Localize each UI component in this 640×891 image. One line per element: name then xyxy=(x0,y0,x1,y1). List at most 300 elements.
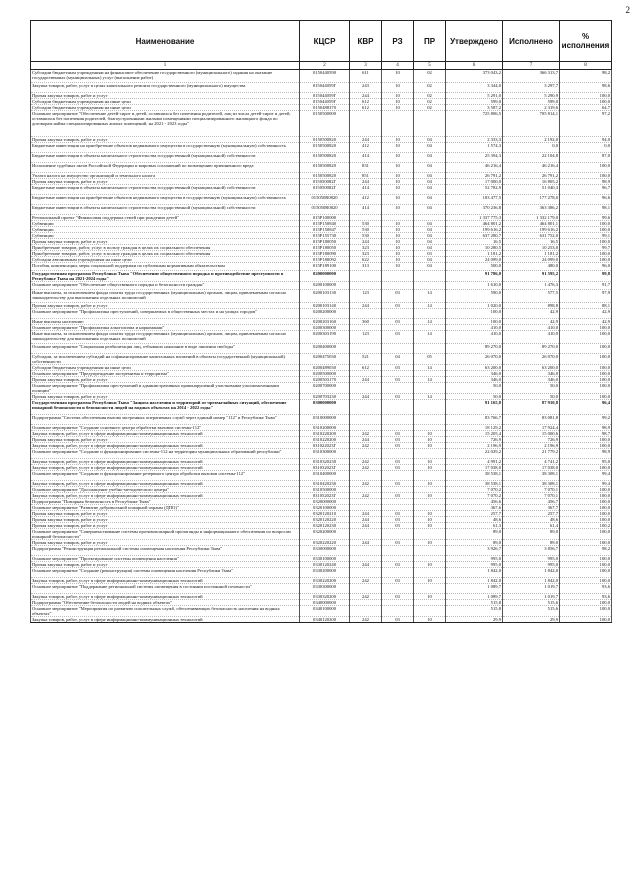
cell-kcsr: 031032023Г xyxy=(300,465,350,471)
cell-approved: 1 020,0 xyxy=(446,303,503,309)
cell-kcsr: 0320200000 xyxy=(300,529,350,540)
page-number: 2 xyxy=(625,5,630,15)
cell-percent: 100,0 xyxy=(560,465,612,471)
cell-executed: 464 801,1 xyxy=(503,221,560,227)
cell-rz: 03 xyxy=(382,319,414,325)
column-index-row xyxy=(31,62,612,70)
cell-percent: 100,0 xyxy=(560,371,612,377)
header-approved: Утверждено xyxy=(446,21,503,62)
cell-rz: 03 xyxy=(382,331,414,344)
table-row xyxy=(31,111,612,137)
cell-approved: 46 216,4 xyxy=(446,163,503,173)
header-pr: ПР xyxy=(414,21,446,62)
cell-pr: 04 xyxy=(414,257,446,263)
cell-name: Бюджетные инвестиции в объекты капитального строительства государственной (муниципальной) собственности xyxy=(31,185,300,195)
cell-percent: 100,0 xyxy=(560,540,612,546)
cell-percent: 100,0 xyxy=(560,493,612,499)
cell-name: Бюджетные инвестиции в объекты капитального строительства государственной (муниципальной) собственности xyxy=(31,153,300,163)
cell-approved: 183 477,5 xyxy=(446,195,503,205)
cell-percent: 0,0 xyxy=(560,143,612,153)
cell-kvr: 242 xyxy=(350,459,382,465)
table-row xyxy=(31,331,612,344)
cell-name: Бюджетные инвестиции на приобретение объектов недвижимого имущества в государственную (муниципальную) собственность xyxy=(31,143,300,153)
cell-name: Основное мероприятие "Мероприятия по развитию спасательных служб, обеспечивающих безопасность населения на водных объектах" xyxy=(31,606,300,617)
cell-approved: 995,0 xyxy=(446,556,503,562)
cell-kcsr: 0200400000 xyxy=(300,344,350,354)
cell-approved: 464 801,2 xyxy=(446,221,503,227)
cell-pr: 04 xyxy=(414,221,446,227)
cell-kcsr: 015P180092 xyxy=(300,257,350,263)
cell-percent: 100,0 xyxy=(560,383,612,394)
cell-percent: 100,0 xyxy=(560,437,612,443)
cell-pr: 02 xyxy=(414,70,446,83)
cell-approved: 5 291,0 xyxy=(446,93,503,99)
cell-kcsr: 0310300000 xyxy=(300,449,350,459)
cell-percent: 100,0 xyxy=(560,344,612,354)
cell-percent: 100,0 xyxy=(560,578,612,584)
cell-executed: 410,0 xyxy=(503,325,560,331)
cell-approved: 995,0 xyxy=(446,562,503,568)
cell-kcsr: 0320100000 xyxy=(300,505,350,511)
cell-pr: 10 xyxy=(414,465,446,471)
cell-approved: 726,9 xyxy=(446,437,503,443)
cell-kcsr: 015P155730 xyxy=(300,233,350,239)
cell-name: Прочая закупка товаров, работ и услуг xyxy=(31,511,300,517)
cell-approved: 48,6 xyxy=(446,517,503,523)
cell-name: Основное мероприятие "Поддержание региональной системы оповещения в состоянии постоянной готовности" xyxy=(31,584,300,594)
cell-rz: 03 xyxy=(382,365,414,371)
cell-percent: 91,7 xyxy=(560,282,612,290)
cell-kvr: 242 xyxy=(350,578,382,584)
cell-name: Прочая закупка товаров, работ и услуг xyxy=(31,93,300,99)
cell-name: Иные выплаты населению xyxy=(31,319,300,325)
cell-executed: 346,0 xyxy=(503,371,560,377)
cell-pr xyxy=(414,568,446,578)
budget-execution-table xyxy=(30,20,612,623)
cell-kvr xyxy=(350,415,382,425)
cell-kcsr: 0330220200 xyxy=(300,578,350,584)
cell-percent: 97,2 xyxy=(560,111,612,137)
cell-name: Прочая закупка товаров, работ и услуг xyxy=(31,179,300,185)
cell-executed: 63 200,0 xyxy=(503,365,560,371)
cell-name: Прочая закупка товаров, работ и услуг xyxy=(31,523,300,529)
cell-kcsr: 0150500000 xyxy=(300,111,350,137)
cell-kvr: 242 xyxy=(350,617,382,623)
cell-kvr: 242 xyxy=(350,493,382,499)
cell-executed: 1 476,3 xyxy=(503,282,560,290)
cell-kcsr: 015P150840 xyxy=(300,221,350,227)
cell-percent: 99,4 xyxy=(560,471,612,481)
cell-percent: 100,0 xyxy=(560,529,612,540)
cell-rz: 03 xyxy=(382,303,414,309)
cell-approved: 61,3 xyxy=(446,523,503,529)
cell-kvr: 851 xyxy=(350,173,382,179)
cell-rz xyxy=(382,282,414,290)
cell-approved: 410,0 xyxy=(446,331,503,344)
cell-kcsr: 0320120220 xyxy=(300,517,350,523)
cell-kvr: 611 xyxy=(350,70,382,83)
cell-rz: 10 xyxy=(382,153,414,163)
cell-kvr xyxy=(350,584,382,594)
cell-kcsr: 0330000000 xyxy=(300,546,350,556)
cell-executed: 2 319,6 xyxy=(503,105,560,111)
cell-executed: 995,0 xyxy=(503,556,560,562)
table-row xyxy=(31,546,612,556)
cell-kcsr: 0200000000 xyxy=(300,271,350,282)
cell-name: Основное мероприятие "Создание и функционирование резервного центра обработки вызовов системы-112" xyxy=(31,471,300,481)
cell-rz: 03 xyxy=(382,394,414,400)
cell-approved: 1 181,2 xyxy=(446,251,503,257)
cell-approved: 725 806,5 xyxy=(446,111,503,137)
cell-pr xyxy=(414,546,446,556)
cell-name: Закупка товаров, работ, услуг в сфере информационно-коммуникационных технологий xyxy=(31,481,300,487)
cell-executed: 16,5 xyxy=(503,239,560,245)
cell-kvr: 123 xyxy=(350,331,382,344)
cell-pr: 03 xyxy=(414,251,446,257)
cell-kvr: 244 xyxy=(350,303,382,309)
cell-name: Основное мероприятие "Дооснащение учебно-методического центра" xyxy=(31,487,300,493)
cell-percent: 100,0 xyxy=(560,487,612,493)
cell-rz xyxy=(382,449,414,459)
table-row xyxy=(31,606,612,617)
cell-kvr: 242 xyxy=(350,443,382,449)
cell-kvr: 530 xyxy=(350,233,382,239)
cell-executed: 577,5 xyxy=(503,290,560,303)
table-row xyxy=(31,529,612,540)
cell-pr: 10 xyxy=(414,562,446,568)
table-row xyxy=(31,383,612,394)
cell-kvr: 242 xyxy=(350,465,382,471)
cell-pr: 14 xyxy=(414,319,446,325)
cell-pr: 14 xyxy=(414,394,446,400)
cell-approved: 26 791,2 xyxy=(446,173,503,179)
cell-pr: 02 xyxy=(414,83,446,93)
cell-percent: 98,9 xyxy=(560,449,612,459)
cell-kvr: 521 xyxy=(350,354,382,365)
cell-kcsr: 015050R0820 xyxy=(300,205,350,215)
cell-executed: 48,6 xyxy=(503,517,560,523)
cell-kvr: 622 xyxy=(350,257,382,263)
header-kvr: КВР xyxy=(350,21,382,62)
cell-executed: 21 779,2 xyxy=(503,449,560,459)
cell-kcsr: 031052023Г xyxy=(300,493,350,499)
cell-percent: 96,6 xyxy=(560,195,612,205)
cell-kvr: 414 xyxy=(350,153,382,163)
cell-kcsr: 015044059Г xyxy=(300,93,350,99)
cell-percent: 100,0 xyxy=(560,257,612,263)
cell-executed: 89,0 xyxy=(503,529,560,540)
cell-pr: 10 xyxy=(414,437,446,443)
cell-name: Подпрограмма "Обеспечение безопасности людей на водных объектах" xyxy=(31,600,300,606)
cell-name: Бюджетные инвестиции в объекты капитального строительства государственной (муниципальной) собственности xyxy=(31,205,300,215)
cell-pr xyxy=(414,449,446,459)
column-index: 1 xyxy=(31,62,300,70)
cell-kvr: 244 xyxy=(350,437,382,443)
cell-name: Закупка товаров, работ, услуг в сфере информационно-коммуникационных технологий xyxy=(31,594,300,600)
cell-approved: 3 926,7 xyxy=(446,546,503,556)
cell-kvr xyxy=(350,282,382,290)
cell-executed: 515,6 xyxy=(503,600,560,606)
cell-pr: 14 xyxy=(414,290,446,303)
cell-rz: 10 xyxy=(382,143,414,153)
cell-kvr: 244 xyxy=(350,562,382,568)
cell-approved: 22 029,2 xyxy=(446,449,503,459)
cell-pr xyxy=(414,415,446,425)
cell-kvr: 530 xyxy=(350,227,382,233)
cell-executed: 87 910,8 xyxy=(503,400,560,415)
cell-percent: 100,0 xyxy=(560,331,612,344)
cell-approved: 50,0 xyxy=(446,394,503,400)
cell-kcsr: 0310220200 xyxy=(300,431,350,437)
cell-kvr xyxy=(350,400,382,415)
cell-pr: 05 xyxy=(414,354,446,365)
cell-percent: 99,2 xyxy=(560,415,612,425)
cell-pr xyxy=(414,282,446,290)
cell-name: Основное мероприятие "Обеспечение общественного порядка и безопасности граждан" xyxy=(31,282,300,290)
cell-approved: 1 842,0 xyxy=(446,568,503,578)
cell-name: Основное мероприятие "Создание и функционирование системы-112 на территории муниципальных образований республики" xyxy=(31,449,300,459)
cell-name: Субвенции xyxy=(31,221,300,227)
cell-approved: 38 538,1 xyxy=(446,471,503,481)
cell-kcsr: 0320000000 xyxy=(300,499,350,505)
cell-pr xyxy=(414,529,446,540)
cell-approved: 410,0 xyxy=(446,325,503,331)
cell-approved: 2 196,9 xyxy=(446,443,503,449)
cell-percent: 96,4 xyxy=(560,400,612,415)
cell-kcsr: 0150440590 xyxy=(300,70,350,83)
cell-percent: 100,0 xyxy=(560,517,612,523)
cell-rz: 10 xyxy=(382,137,414,143)
cell-kcsr: 0310400000 xyxy=(300,471,350,481)
cell-kcsr: 0330120240 xyxy=(300,562,350,568)
cell-kcsr: 0310500000 xyxy=(300,487,350,493)
cell-approved: 89,0 xyxy=(446,529,503,540)
cell-kvr: 323 xyxy=(350,251,382,257)
table-row xyxy=(31,568,612,578)
cell-rz: 10 xyxy=(382,173,414,179)
table-row xyxy=(31,309,612,319)
cell-percent: 100,0 xyxy=(560,568,612,578)
cell-kcsr: 015P189100 xyxy=(300,263,350,271)
cell-percent: 100,0 xyxy=(560,239,612,245)
cell-percent: 100,0 xyxy=(560,443,612,449)
cell-executed: 26 791,2 xyxy=(503,173,560,179)
cell-kvr: 612 xyxy=(350,365,382,371)
cell-approved: 50,0 xyxy=(446,383,503,394)
cell-pr xyxy=(414,344,446,354)
cell-name: Основное мероприятие "Обеспечение детей-сирот и детей, оставшихся без попечения родителей, лиц из числа детей-сирот и детей, оставшихся без попечения родителей, благоустроенными жилыми помещениями специализированного жилищного фонда по договорам найма специализированных жилых помещений, на 2021 - 2023 годы" xyxy=(31,111,300,137)
cell-approved: 370 236,8 xyxy=(446,205,503,215)
cell-pr: 10 xyxy=(414,431,446,437)
cell-approved: 91 165,8 xyxy=(446,400,503,415)
cell-pr: 10 xyxy=(414,523,446,529)
cell-rz: 03 xyxy=(382,481,414,487)
cell-kvr xyxy=(350,271,382,282)
cell-kcsr: 0150500820 xyxy=(300,137,350,143)
cell-executed: 16 805,2 xyxy=(503,179,560,185)
column-index: 8 xyxy=(560,62,612,70)
cell-name: Закупка товаров, работ, услуг в сфере информационно-коммуникационных технологий xyxy=(31,578,300,584)
cell-kvr: 530 xyxy=(350,221,382,227)
cell-executed: 1 842,0 xyxy=(503,568,560,578)
cell-approved: 4 991,2 xyxy=(446,459,503,465)
cell-kvr: 244 xyxy=(350,540,382,546)
cell-executed: 42,9 xyxy=(503,319,560,325)
cell-kcsr: 0330100000 xyxy=(300,556,350,562)
cell-rz: 03 xyxy=(382,377,414,383)
cell-kvr xyxy=(350,606,382,617)
cell-name: Закупка товаров, работ, услуг в сфере информационно-коммуникационных технологий xyxy=(31,459,300,465)
cell-name: Прочая закупка товаров, работ и услуг xyxy=(31,394,300,400)
cell-kcsr: 0330300000 xyxy=(300,584,350,594)
table-header xyxy=(31,21,612,70)
cell-executed: 50,0 xyxy=(503,383,560,394)
cell-approved: 599,0 xyxy=(446,99,503,105)
cell-approved: 17 000,0 xyxy=(446,179,503,185)
cell-pr: 04 xyxy=(414,137,446,143)
cell-pr: 14 xyxy=(414,377,446,383)
cell-approved: 1 842,0 xyxy=(446,578,503,584)
cell-approved: 515,8 xyxy=(446,600,503,606)
cell-kcsr: 0310220200 xyxy=(300,437,350,443)
cell-kvr xyxy=(350,383,382,394)
cell-rz xyxy=(382,529,414,540)
cell-name: Приобретение товаров, работ, услуг в пользу граждан в целях их социального обеспечения xyxy=(31,245,300,251)
cell-name: Субсидии бюджетным учреждениям на финансовое обеспечение государственного (муниципального) задания на оказание государственных (муниципальных) услуг (выполнение работ) xyxy=(31,70,300,83)
cell-kcsr: 0320120230 xyxy=(300,523,350,529)
cell-percent: 100,0 xyxy=(560,99,612,105)
cell-pr: 04 xyxy=(414,195,446,205)
cell-kvr: 412 xyxy=(350,143,382,153)
table-row xyxy=(31,263,612,271)
table-body xyxy=(31,70,612,623)
table-row xyxy=(31,195,612,205)
cell-executed: 515,6 xyxy=(503,606,560,617)
column-index: 4 xyxy=(382,62,414,70)
cell-rz: 03 xyxy=(382,465,414,471)
cell-kcsr: 0310000000 xyxy=(300,415,350,425)
cell-percent: 99,6 xyxy=(560,215,612,221)
cell-percent: 42,9 xyxy=(560,309,612,319)
cell-executed: 1 332 179,0 xyxy=(503,215,560,221)
cell-percent: 87,0 xyxy=(560,153,612,163)
cell-rz: 10 xyxy=(382,179,414,185)
cell-executed: 366 313,7 xyxy=(503,70,560,83)
cell-percent: 93,6 xyxy=(560,594,612,600)
cell-name: Государственная программа Республики Тыва "Защита населения и территорий от чрезвычайных ситуаций, обеспечение пожарной безопасности и безопасности людей на водных объектах на 2014 - 2022 годы" xyxy=(31,400,300,415)
cell-pr xyxy=(414,111,446,137)
cell-executed: 2 192,0 xyxy=(503,137,560,143)
cell-executed: 199 616,2 xyxy=(503,227,560,233)
cell-name: Субвенции xyxy=(31,233,300,239)
cell-percent: 100,0 xyxy=(560,606,612,617)
cell-rz: 10 xyxy=(382,195,414,205)
cell-name: Исполнение судебных актов Российской Федерации и мировых соглашений по возмещению причиненного вреда xyxy=(31,163,300,173)
cell-executed: 367,7 xyxy=(503,505,560,511)
table-row xyxy=(31,400,612,415)
cell-percent: 99,7 xyxy=(560,245,612,251)
cell-rz xyxy=(382,415,414,425)
cell-kcsr: 015P180050 xyxy=(300,245,350,251)
cell-approved: 456,6 xyxy=(446,499,503,505)
cell-name: Подпрограмма "Система обеспечения вызова экстренных оперативных служб через единый номер "112" в Республике Тыва" xyxy=(31,415,300,425)
cell-kcsr: 031022023Г xyxy=(300,443,350,449)
cell-percent: 98,1 xyxy=(560,205,612,215)
cell-rz: 03 xyxy=(382,493,414,499)
cell-executed: 51 040,3 xyxy=(503,185,560,195)
cell-name: Закупка товаров, работ, услуг в целях капитального ремонта государственного (муниципального) имущества xyxy=(31,83,300,93)
cell-kcsr: 0340100000 xyxy=(300,606,350,617)
cell-pr: 10 xyxy=(414,511,446,517)
cell-pr xyxy=(414,271,446,282)
cell-percent: 100,0 xyxy=(560,227,612,233)
cell-kcsr: 0200100000 xyxy=(300,282,350,290)
cell-percent: 97,9 xyxy=(560,290,612,303)
cell-rz: 10 xyxy=(382,93,414,99)
cell-rz: 03 xyxy=(382,459,414,465)
cell-approved: 3 587,2 xyxy=(446,105,503,111)
cell-executed: 705 814,1 xyxy=(503,111,560,137)
cell-percent: 100,0 xyxy=(560,251,612,257)
table-row xyxy=(31,617,612,623)
cell-executed: 26 070,0 xyxy=(503,354,560,365)
cell-executed: 22 104,8 xyxy=(503,153,560,163)
table-row xyxy=(31,163,612,173)
cell-approved: 3 344,0 xyxy=(446,83,503,93)
column-index: 7 xyxy=(503,62,560,70)
cell-percent: 42,9 xyxy=(560,319,612,325)
cell-executed: 995,0 xyxy=(503,562,560,568)
cell-kcsr: 015P180050 xyxy=(300,239,350,245)
cell-kcsr: 0150500820 xyxy=(300,163,350,173)
cell-executed: 24 099,0 xyxy=(503,257,560,263)
cell-approved: 257,7 xyxy=(446,511,503,517)
cell-name: Приобретение товаров, работ, услуг в пользу граждан в целях их социального обеспечения xyxy=(31,251,300,257)
cell-executed: 38 308,1 xyxy=(503,481,560,487)
cell-rz xyxy=(382,546,414,556)
cell-percent: 100,2 xyxy=(560,523,612,529)
cell-pr: 04 xyxy=(414,163,446,173)
cell-approved: 10 280,5 xyxy=(446,245,503,251)
cell-percent: 95,0 xyxy=(560,459,612,465)
cell-rz: 10 xyxy=(382,163,414,173)
column-index: 6 xyxy=(446,62,503,70)
cell-approved: 199 616,2 xyxy=(446,227,503,233)
cell-pr: 04 xyxy=(414,239,446,245)
cell-rz: 10 xyxy=(382,83,414,93)
cell-approved: 1 610,0 xyxy=(446,282,503,290)
cell-executed: 480,0 xyxy=(503,263,560,271)
cell-executed: 38 308,1 xyxy=(503,471,560,481)
cell-name: Основное мероприятие "Предупреждение экстремизма и терроризма" xyxy=(31,371,300,377)
cell-rz: 03 xyxy=(382,511,414,517)
cell-approved: 26 070,0 xyxy=(446,354,503,365)
cell-approved: 15 205,4 xyxy=(446,431,503,437)
cell-percent: 100,0 xyxy=(560,325,612,331)
cell-kvr: 244 xyxy=(350,93,382,99)
cell-pr: 10 xyxy=(414,594,446,600)
cell-name: Подпрограмма "Реконструкция региональной системы оповещения населения Республики Тыва" xyxy=(31,546,300,556)
cell-rz xyxy=(382,400,414,415)
cell-kvr: 244 xyxy=(350,137,382,143)
cell-name: Бюджетные инвестиции на приобретение объектов недвижимого имущества в государственную (муниципальную) собственность xyxy=(31,195,300,205)
header-executed: Исполнено xyxy=(503,21,560,62)
cell-approved: 16,5 xyxy=(446,239,503,245)
cell-executed: 1 019,7 xyxy=(503,584,560,594)
cell-name: Основное мероприятие "Профилактика преступлений и административных правонарушений участковыми уполномоченными полиции" xyxy=(31,383,300,394)
cell-percent: 100,0 xyxy=(560,377,612,383)
cell-approved: 100,0 xyxy=(446,319,503,325)
